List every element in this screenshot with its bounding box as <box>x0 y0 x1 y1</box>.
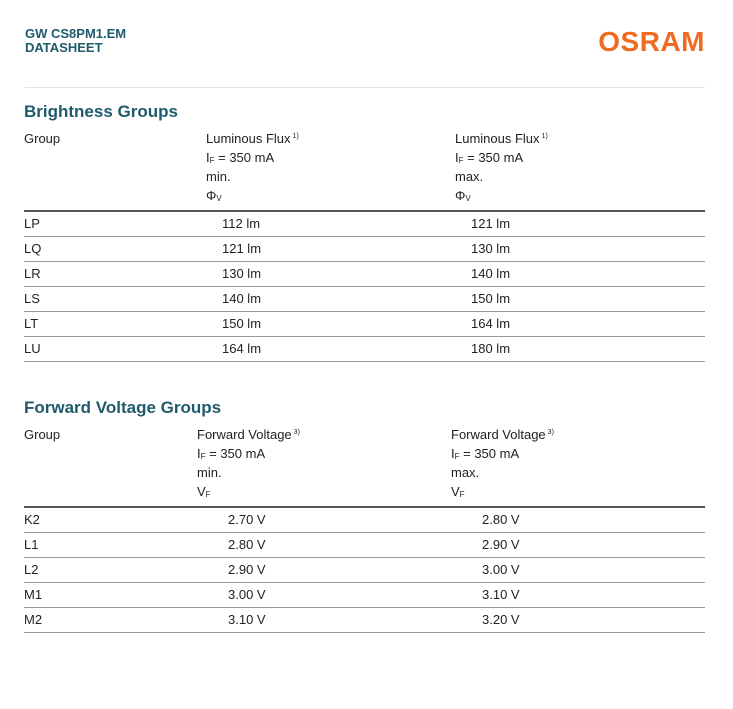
min-flux-cell: 150 lm <box>206 312 455 337</box>
table-row <box>24 608 705 633</box>
min-flux-cell: 140 lm <box>206 287 455 312</box>
group-cell: LS <box>24 287 206 312</box>
min-voltage-cell: 2.70 V <box>197 507 451 533</box>
max-voltage-cell: 3.10 V <box>451 583 705 608</box>
table-row <box>24 583 705 608</box>
group-cell: LR <box>24 262 206 287</box>
max-flux-cell: 130 lm <box>455 237 705 262</box>
group-cell: L1 <box>24 533 197 558</box>
forward-voltage-groups-table <box>24 420 705 633</box>
max-flux-cell: 121 lm <box>455 211 705 237</box>
min-voltage-cell: 2.90 V <box>197 558 451 583</box>
group-cell: LT <box>24 312 206 337</box>
table-row <box>24 237 705 262</box>
max-flux-cell: 164 lm <box>455 312 705 337</box>
group-cell: L2 <box>24 558 197 583</box>
forward-voltage-groups-section <box>24 396 705 633</box>
forward-voltage-min-column-header: Forward Voltage $^{3)}$ $I_F = 350$ mA min. $V_F$ <box>197 420 451 507</box>
document-header <box>25 27 126 55</box>
luminous-flux-min-column-header: Luminous Flux $^{1)}$ $I_F = 350$ mA min. $\Phi_V$ <box>206 124 455 211</box>
group-cell: M2 <box>24 608 197 633</box>
table-header-row <box>24 420 705 507</box>
luminous-flux-max-column-header: Luminous Flux $^{1)}$ $I_F = 350$ mA max. $\Phi_V$ <box>455 124 705 211</box>
table-row <box>24 287 705 312</box>
min-voltage-cell: 3.00 V <box>197 583 451 608</box>
table-row <box>24 507 705 533</box>
brightness-groups-table <box>24 124 705 362</box>
group-cell: LU <box>24 337 206 362</box>
max-voltage-cell: 2.90 V <box>451 533 705 558</box>
table-row <box>24 337 705 362</box>
max-flux-cell: 150 lm <box>455 287 705 312</box>
group-cell: K2 <box>24 507 197 533</box>
table-row <box>24 533 705 558</box>
product-name: GW CS8PM1.EM <box>25 26 127 41</box>
min-flux-cell: 121 lm <box>206 237 455 262</box>
group-column-header: Group <box>24 124 206 211</box>
header-divider <box>25 87 705 88</box>
table-row <box>24 312 705 337</box>
max-voltage-cell: 2.80 V <box>451 507 705 533</box>
table-header-row <box>24 124 705 211</box>
min-flux-cell: 112 lm <box>206 211 455 237</box>
group-cell: M1 <box>24 583 197 608</box>
forward-voltage-max-column-header: Forward Voltage $^{3)}$ $I_F = 350$ mA max. $V_F$ <box>451 420 705 507</box>
table-row <box>24 211 705 237</box>
min-flux-cell: 164 lm <box>206 337 455 362</box>
max-flux-cell: 140 lm <box>455 262 705 287</box>
forward-voltage-groups-title: Forward Voltage Groups <box>24 398 222 417</box>
group-cell: LP <box>24 211 206 237</box>
min-flux-cell: 130 lm <box>206 262 455 287</box>
min-voltage-cell: 2.80 V <box>197 533 451 558</box>
table-row <box>24 262 705 287</box>
min-voltage-cell: 3.10 V <box>197 608 451 633</box>
document-type: DATASHEET <box>25 40 103 55</box>
osram-logo: OSRAM <box>598 26 705 57</box>
max-voltage-cell: 3.20 V <box>451 608 705 633</box>
table-row <box>24 558 705 583</box>
brightness-groups-section <box>24 100 705 362</box>
group-column-header: Group <box>24 420 197 507</box>
max-voltage-cell: 3.00 V <box>451 558 705 583</box>
brightness-groups-title: Brightness Groups <box>24 102 178 121</box>
max-flux-cell: 180 lm <box>455 337 705 362</box>
group-cell: LQ <box>24 237 206 262</box>
